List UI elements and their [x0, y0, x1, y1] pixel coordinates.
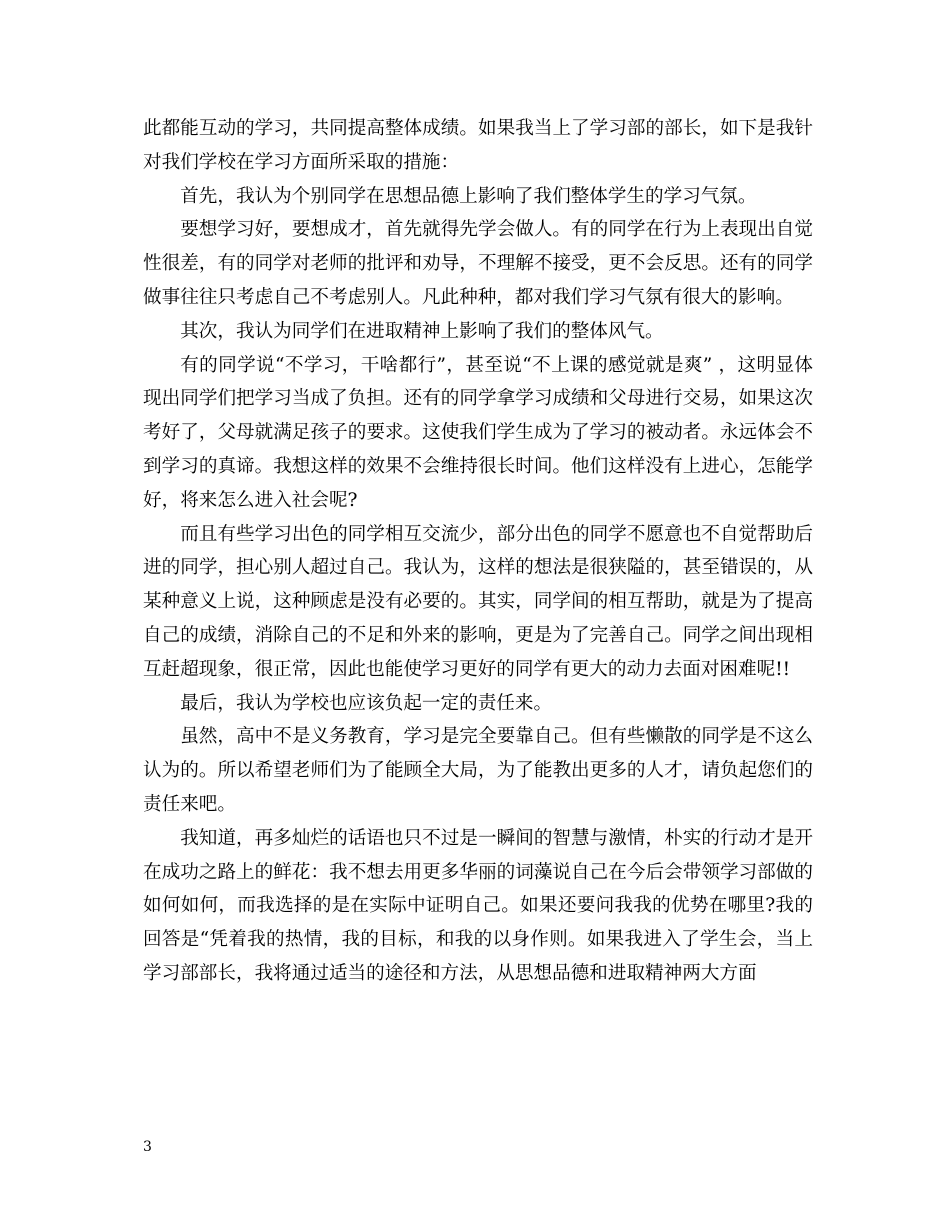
body-text: [143, 112, 813, 991]
paragraph-3: 要想学习好，要想成才，首先就得先学会做人。有的同学在行为上表现出自觉性很差，有的同学对老师的批评和劝导，不理解不接受，更不会反思。还有的同学做事往往只考虑自己不考虑别人。凡此种种，都对我们学习气氛有很大的影响。: [143, 219, 813, 308]
paragraph-8: 虽然，高中不是义务教育，学习是完全要靠自己。但有些懒散的同学是不这么认为的。所以希望老师们为了能顾全大局，为了能教出更多的人才，请负起您们的责任来吧。: [143, 726, 813, 815]
paragraph-5: 有的同学说“不学习，干啥都行”，甚至说“不上课的感觉就是爽” ，这明显体现出同学们把学习当成了负担。还有的同学拿学习成绩和父母进行交易，如果这次考好了，父母就满足孩子的要求。这使我们学生成为了学习的被动者。永远体会不到学习的真谛。我想这样的效果不会维持很长时间。他们这样没有上进心，怎能学好，将来怎么进入社会呢?: [143, 354, 813, 511]
paragraph-2: 首先，我认为个别同学在思想品德上影响了我们整体学生的学习气氛。: [180, 185, 757, 207]
paragraph-6: 而且有些学习出色的同学相互交流少，部分出色的同学不愿意也不自觉帮助后进的同学，担心别人超过自己。我认为，这样的想法是很狭隘的，甚至错误的，从某种意义上说，这种顾虑是没有必要的。其实，同学间的相互帮助，就是为了提高自己的成绩，消除自己的不足和外来的影响，更是为了完善自己。同学之间出现相互赶超现象，很正常，因此也能使学习更好的同学有更大的动力去面对困难呢!!: [143, 523, 813, 680]
paragraph-4: 其次，我认为同学们在进取精神上影响了我们的整体风气。: [180, 320, 664, 342]
paragraph-7: 最后，我认为学校也应该负起一定的责任来。: [180, 692, 553, 714]
paragraph-9: 我知道，再多灿烂的话语也只不过是一瞬间的智慧与激情，朴实的行动才是开在成功之路上的鲜花：我不想去用更多华丽的词藻说自己在今后会带领学习部做的如何如何，而我选择的是在实际中证明自己。如果还要问我我的优势在哪里?我的回答是“凭着我的热情，我的目标，和我的以身作则。如果我进入了学生会，当上学习部部长，我将通过适当的途径和方法，从思想品德和进取精神两大方面: [143, 827, 813, 984]
paragraph-1: 此都能互动的学习，共同提高整体成绩。如果我当上了学习部的部长，如下是我针对我们学校在学习方面所采取的措施：: [143, 118, 813, 173]
page-number: 3: [143, 1139, 152, 1155]
